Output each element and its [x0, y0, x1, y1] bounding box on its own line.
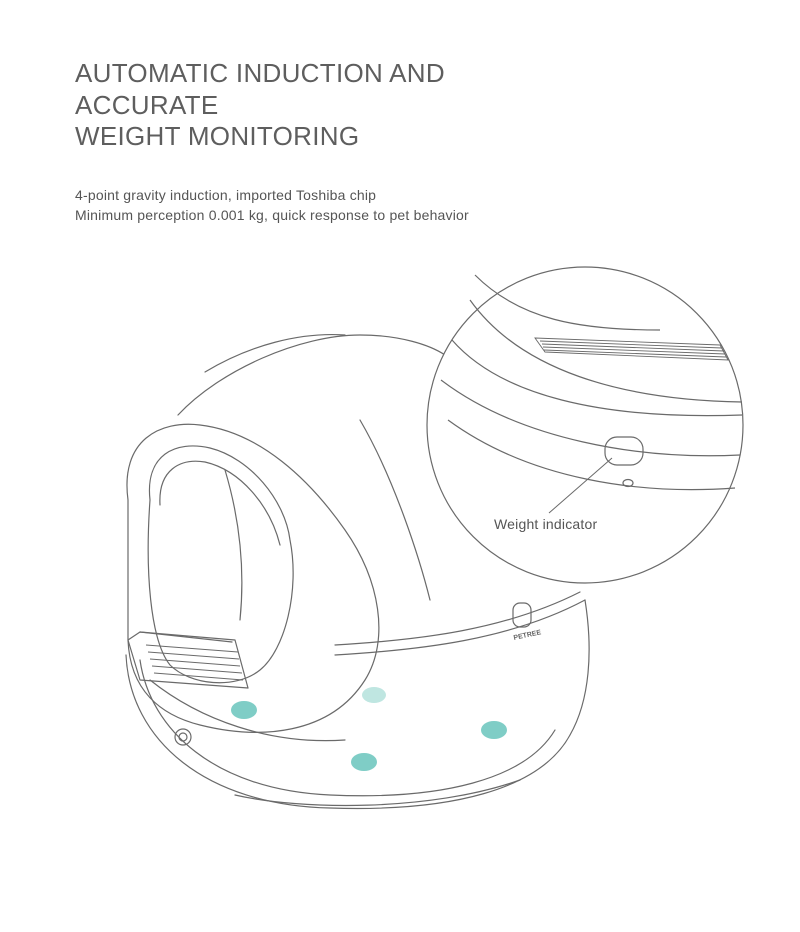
- headline-line-2: ACCURATE: [75, 89, 219, 120]
- headline-line-1: AUTOMATIC INDUCTION AND: [75, 58, 445, 88]
- interior-line: [225, 470, 242, 620]
- headline-line-3: WEIGHT MONITORING: [75, 121, 360, 151]
- sensor-dot-front-right: [481, 721, 507, 739]
- side-knob: [175, 729, 191, 745]
- step-grill-line: [154, 673, 243, 680]
- weight-indicator-label: Weight indicator: [494, 516, 598, 532]
- description-line-2: Minimum perception 0.001 kg, quick response to pet behavior: [75, 207, 469, 223]
- base-foot: [235, 780, 520, 805]
- dome-outer: [178, 335, 445, 415]
- magnifier: [427, 267, 743, 583]
- base-rim: [335, 600, 585, 655]
- sensor-dots: [231, 687, 507, 771]
- step-grill-line: [146, 645, 238, 652]
- magnifier-circle: [427, 267, 743, 583]
- door-ring-outer: [127, 424, 379, 732]
- step-grill-line: [150, 659, 240, 666]
- sensor-dot-back: [362, 687, 386, 703]
- entry-step-top: [140, 632, 232, 642]
- step-grill-line: [148, 652, 239, 659]
- step-grill-line: [152, 666, 242, 673]
- dome-back: [360, 420, 430, 600]
- side-knob-inner: [179, 733, 187, 741]
- entry-step: [128, 632, 248, 688]
- sensor-dot-front-center: [351, 753, 377, 771]
- base-bowl: [126, 600, 589, 808]
- brand-mark: PETREE: [512, 629, 542, 642]
- description-line-1: 4-point gravity induction, imported Toshiba chip: [75, 187, 377, 203]
- sensor-dot-front-left: [231, 701, 257, 719]
- door-opening-inner: [160, 461, 280, 545]
